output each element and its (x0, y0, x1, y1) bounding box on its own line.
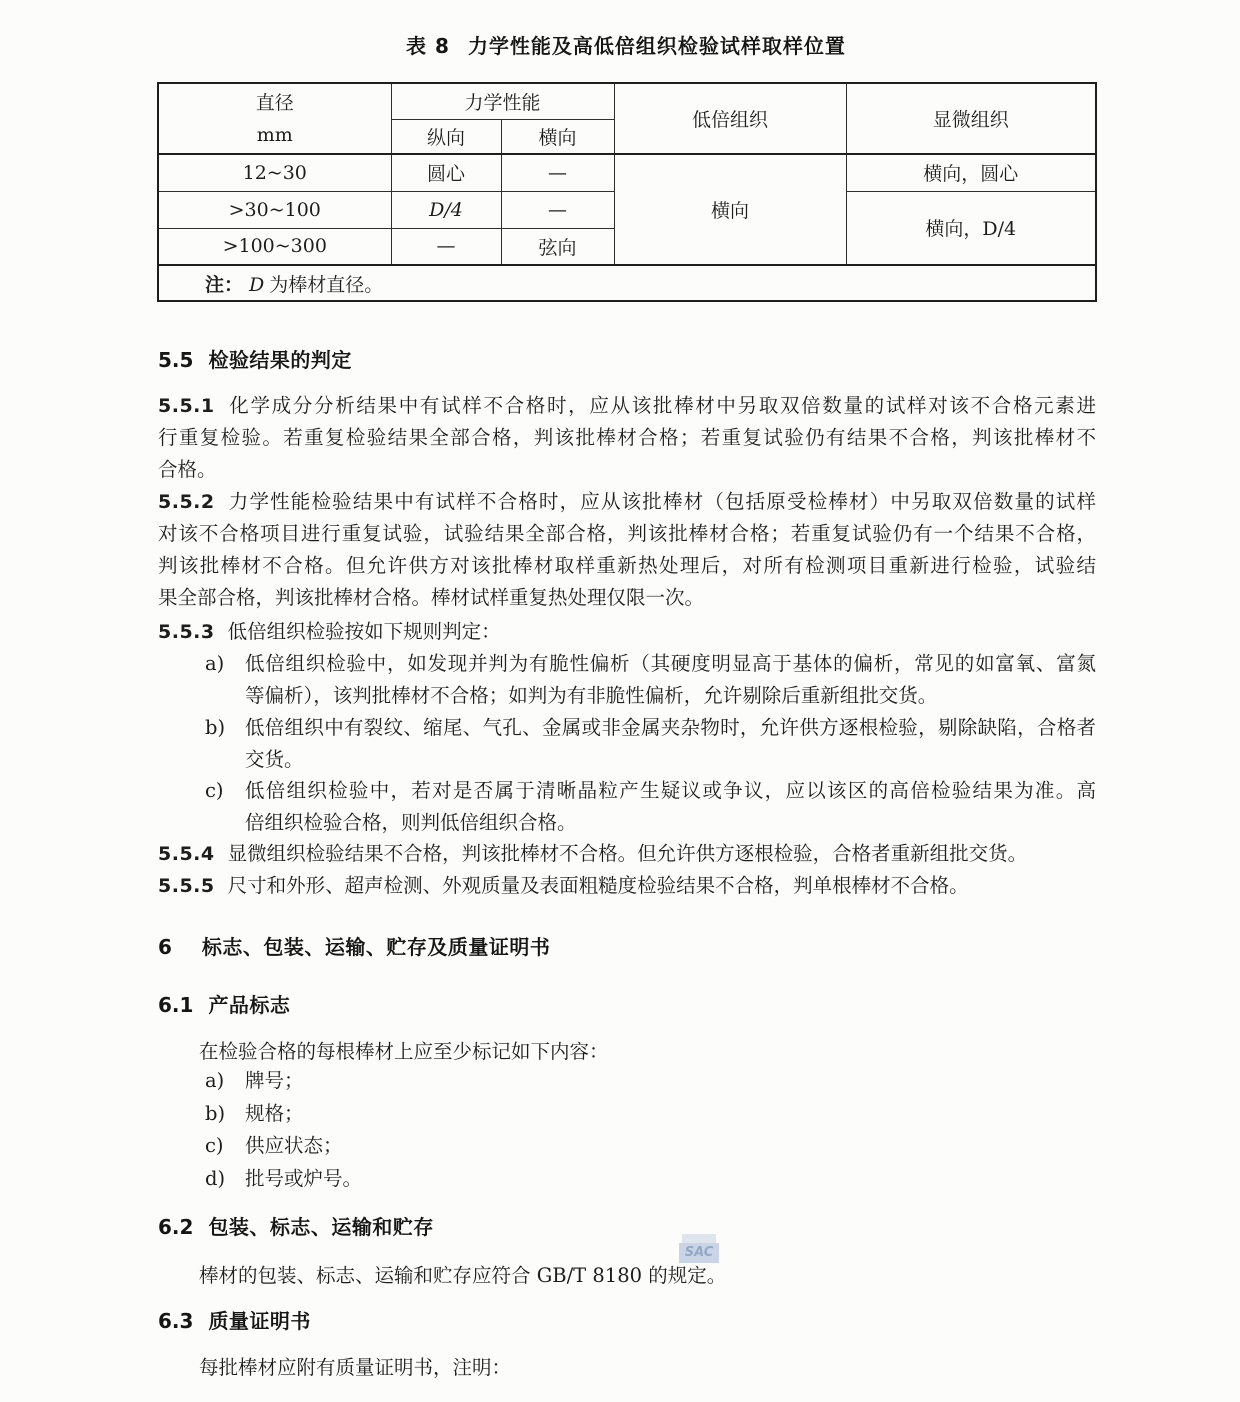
list-marker-a: a) (205, 652, 225, 675)
clause-5-5-5-number: 5.5.5 (158, 875, 215, 897)
clause-5-5-4-number: 5.5.4 (158, 843, 215, 865)
list-item-line: 低倍组织中有裂纹、缩尾、气孔、金属或非金属夹杂物时，允许供方逐根检验，剔除缺陷，合格者 (245, 716, 1096, 739)
cell-diameter-2: >30~100 (158, 191, 391, 228)
section-5-5-number: 5.5 (158, 348, 194, 372)
table-note-row (158, 265, 1096, 301)
section-6-3-number: 6.3 (158, 1309, 194, 1333)
mark-item-d (205, 1167, 362, 1191)
col-header-microstructure: 显微组织 (846, 83, 1096, 154)
cell-longitudinal-2: D/4 (391, 191, 501, 228)
clause-line: 判该批棒材不合格。但允许供方对该批棒材取样重新热处理后，对所有检测项目重新进行检验，试验结 (158, 554, 1096, 577)
clause-line (158, 616, 1096, 648)
table-note-variable: D (249, 273, 265, 296)
clause-5-5-3-number: 5.5.3 (158, 621, 215, 643)
list-item-a (158, 648, 1096, 712)
cell-macrostructure-merged: 横向 (614, 154, 846, 265)
cell-transverse-3: 弦向 (501, 228, 614, 265)
mark-item-a-marker: a) (205, 1069, 225, 1092)
list-item-line: 低倍组织检验中，如发现并判为有脆性偏析（其硬度明显高于基体的偏析，常见的如富氧、富氮 (245, 652, 1096, 675)
cell-diameter-1: 12~30 (158, 154, 391, 191)
section-6-2-heading (158, 1211, 434, 1240)
table-header-row-1 (158, 83, 1096, 119)
section-6-3-heading (158, 1305, 311, 1334)
section-5-5-heading (158, 344, 352, 373)
list-item-line: 低倍组织检验中，若对是否属于清晰晶粒产生疑议或争议，应以该区的高倍检验结果为准。高 (245, 779, 1096, 802)
mark-item-d-marker: d) (205, 1167, 226, 1190)
clause-line: 行重复检验。若重复检验结果全部合格，判该批棒材合格；若重复试验仍有结果不合格，判该批棒材不 (158, 426, 1096, 449)
section-6-3-title: 质量证明书 (208, 1309, 311, 1333)
sac-watermark-label: SAC (679, 1243, 719, 1263)
list-item-line: 交货。 (245, 748, 304, 771)
paragraph-6-2: 棒材的包装、标志、运输和贮存应符合 GB/T 8180 的规定。 (199, 1264, 727, 1287)
col-header-macrostructure: 低倍组织 (614, 83, 846, 154)
clause-line: 对该不合格项目进行重复试验，试验结果全部合格，判该批棒材合格；若重复试验仍有一个结果不合格， (158, 522, 1096, 545)
clause-text: 显微组织检验结果不合格，判该批棒材不合格。但允许供方逐根检验，合格者重新组批交货。 (227, 842, 1028, 865)
clause-line (158, 390, 1096, 422)
clause-text: 低倍组织检验按如下规则判定： (227, 620, 501, 643)
section-6-number: 6 (158, 935, 172, 959)
mark-item-b-text: 规格； (245, 1102, 304, 1125)
mark-item-a-text: 牌号； (245, 1069, 304, 1092)
mark-item-c (205, 1134, 343, 1158)
col-header-transverse: 横向 (501, 119, 614, 154)
list-item-c (158, 775, 1096, 839)
col-header-diameter (158, 83, 391, 154)
cell-longitudinal-3: — (391, 228, 501, 265)
section-6-2-number: 6.2 (158, 1215, 194, 1239)
clause-line (158, 870, 1096, 902)
clause-5-5-4 (158, 838, 1096, 870)
section-6-1-title: 产品标志 (208, 993, 291, 1017)
table-note-text: 为棒材直径。 (269, 273, 384, 296)
table-note (158, 265, 1096, 301)
clause-5-5-3 (158, 616, 1096, 648)
section-6-title: 标志、包装、运输、贮存及质量证明书 (201, 935, 551, 959)
mark-item-b (205, 1102, 304, 1126)
mark-item-c-marker: c) (205, 1134, 224, 1157)
cell-diameter-3: >100~300 (158, 228, 391, 265)
clause-line (158, 486, 1096, 518)
col-header-mechanical: 力学性能 (391, 83, 614, 119)
table-caption-text: 力学性能及高低倍组织检验试样取样位置 (467, 34, 846, 58)
mark-item-a (205, 1069, 304, 1093)
cell-transverse-2: — (501, 191, 614, 228)
clause-text: 尺寸和外形、超声检测、外观质量及表面粗糙度检验结果不合格，判单根棒材不合格。 (227, 874, 969, 897)
mark-item-b-marker: b) (205, 1102, 226, 1125)
paragraph-6-1: 在检验合格的每根棒材上应至少标记如下内容： (199, 1040, 609, 1063)
clause-5-5-2-number: 5.5.2 (158, 491, 215, 513)
sac-watermark (679, 1234, 719, 1263)
col-header-diameter-line1: 直径 (255, 91, 294, 114)
sac-watermark-flag (682, 1234, 716, 1243)
sampling-position-table (157, 82, 1097, 302)
section-6-1-heading (158, 989, 290, 1018)
clause-5-5-5 (158, 870, 1096, 902)
list-item-b (158, 712, 1096, 776)
table-caption-number: 表 8 (406, 34, 450, 58)
list-item-line: 倍组织检验合格，则判低倍组织合格。 (245, 811, 577, 834)
clause-5-5-2 (158, 486, 1096, 614)
table-note-label: 注： (205, 273, 244, 296)
clause-text: 力学性能检验结果中有试样不合格时，应从该批棒材（包括原受检棒材）中另取双倍数量的试样 (227, 490, 1096, 513)
section-6-2-title: 包装、标志、运输和贮存 (208, 1215, 434, 1239)
clause-text: 化学成分分析结果中有试样不合格时，应从该批棒材中另取双倍数量的试样对该不合格元素进 (227, 394, 1096, 417)
cell-microstructure-1: 横向，圆心 (846, 154, 1096, 191)
list-item-line: 等偏析），该判批棒材不合格；如判为有非脆性偏析，允许剔除后重新组批交货。 (245, 684, 938, 707)
mark-item-c-text: 供应状态； (245, 1134, 343, 1157)
table-caption (157, 30, 1095, 59)
cell-transverse-1: — (501, 154, 614, 191)
table-row (158, 154, 1096, 191)
section-6-heading (158, 931, 550, 960)
list-marker-b: b) (205, 716, 226, 739)
mark-item-d-text: 批号或炉号。 (245, 1167, 363, 1190)
clause-line (158, 838, 1096, 870)
col-header-longitudinal: 纵向 (391, 119, 501, 154)
cell-longitudinal-1: 圆心 (391, 154, 501, 191)
section-6-1-number: 6.1 (158, 993, 194, 1017)
clause-line: 合格。 (158, 458, 217, 481)
clause-5-5-1 (158, 390, 1096, 486)
col-header-diameter-line2: mm (256, 123, 293, 146)
list-marker-c: c) (205, 779, 224, 802)
clause-5-5-1-number: 5.5.1 (158, 395, 215, 417)
cell-microstructure-merged: 横向，D/4 (846, 191, 1096, 265)
clause-line: 果全部合格，判该批棒材合格。棒材试样重复热处理仅限一次。 (158, 586, 705, 609)
paragraph-6-3: 每批棒材应附有质量证明书，注明： (199, 1356, 512, 1379)
section-5-5-title: 检验结果的判定 (208, 348, 352, 372)
